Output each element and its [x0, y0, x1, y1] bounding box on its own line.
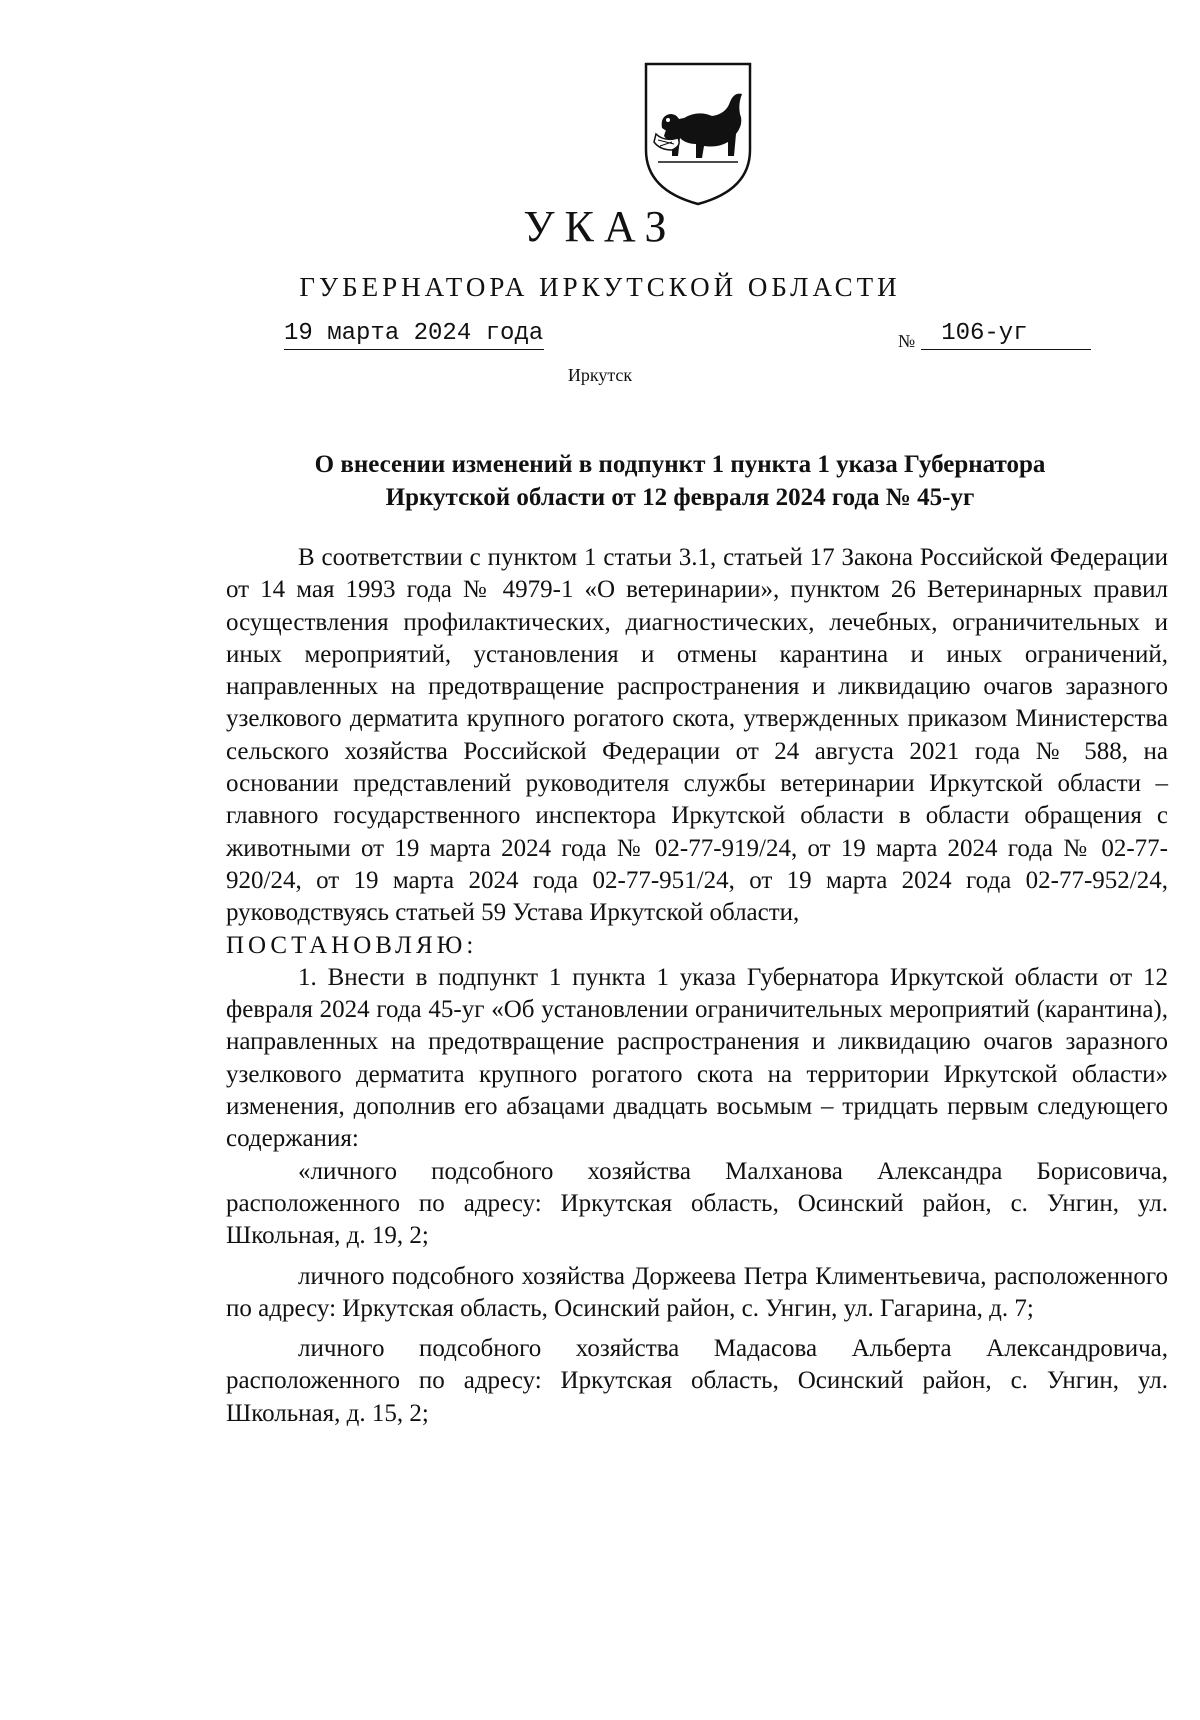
number-sign: № [898, 331, 916, 351]
farm-paragraph-1: «личного подсобного хозяйства Малханова Александра Борисовича, расположенного по адресу: Иркутская область, Осинский район, с. Унгин, ул. Школьная, д. 19, 2; [226, 1157, 1168, 1250]
title-line-2: Иркутской области от 12 февраля 2024 года № 45-уг [385, 484, 975, 511]
title-line-1: О внесении изменений в подпункт 1 пункта 1 указа Губернатора [314, 451, 1046, 478]
farm-paragraph-3: личного подсобного хозяйства Мадасова Альберта Александровича, расположенного по адресу: Иркутская область, Осинский район, с. Унгин, ул. Школьная, д. 15, 2; [226, 1335, 1168, 1427]
document-date: 19 марта 2024 года [284, 322, 544, 350]
document-number-block [898, 322, 1091, 350]
decree-word: ПОСТАНОВЛЯЮ: [226, 931, 478, 959]
irkutsk-coat-of-arms-icon [638, 58, 758, 208]
document-title [250, 448, 1110, 514]
document-body [226, 542, 1168, 1430]
document-issuer: ГУБЕРНАТОРА ИРКУТСКОЙ ОБЛАСТИ [299, 272, 901, 302]
document-type: УКАЗ [523, 202, 677, 251]
farm-paragraph-2: личного подсобного хозяйства Доржеева Петра Климентьевича, расположенного по адресу: Иркутская область, Осинский район, с. Унгин, ул. Гагарина, д. 7; [226, 1262, 1168, 1322]
preamble-paragraph: В соответствии с пунктом 1 статьи 3.1, статьей 17 Закона Российской Федерации от 14 мая 1993 года № 4979-1 «О ветеринарии», пунктом 26 Ветеринарных правил осуществления профилактических, диагностических, лечебных, ограничительных и иных мероприятий, установления и отмены карантина и иных ограничений, направленных на предотвращение распространения и ликвидацию очагов заразного узелкового дерматита крупного рогатого скота, утвержденных приказом Министерства сельского хозяйства Российской Федерации от 24 августа 2021 года № 588, на основании представлений руководителя службы ветеринарии Иркутской области – главного государственного инспектора Иркутской области в области обращения с животными от 19 марта 2024 года № 02-77-919/24, от 19 марта 2024 года № 02-77-920/24, от 19 марта 2024 года 02-77-951/24, от 19 марта 2024 года 02-77-952/24, руководствуясь статьей 59 Устава Иркутской области, [226, 544, 1168, 927]
document-city: Иркутск [567, 365, 633, 385]
document-number: 106-уг [921, 322, 1091, 350]
item-1-paragraph: 1. Внести в подпункт 1 пункта 1 указа Губернатора Иркутской области от 12 февраля 2024 года 45-уг «Об установлении ограничительных мероприятий (карантина), направленных на предотвращение распространения и ликвидацию очагов заразного узелкового дерматита крупного рогатого скота на территории Иркутской области» изменения, дополнив его абзацами двадцать восьмым – тридцать первым следующего содержания: [226, 963, 1168, 1153]
